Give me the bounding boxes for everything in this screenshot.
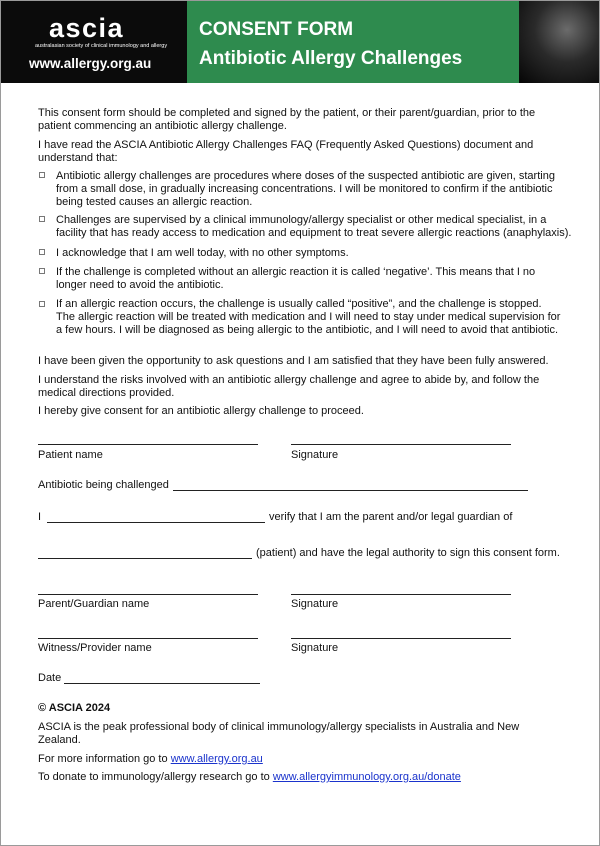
checkbox-bullet-icon [39, 268, 45, 274]
ascia-logo [1, 1, 187, 83]
checkbox-bullet-icon [39, 301, 45, 307]
witness-name-label: Witness/Provider name [38, 642, 152, 654]
checkbox-bullet-icon [39, 249, 45, 255]
witness-signature-label: Signature [291, 642, 339, 654]
logo-wordmark: ascia [49, 13, 125, 43]
antibiotic-field[interactable] [173, 490, 528, 491]
title-banner [187, 1, 519, 83]
intro-paragraph-line: patient commencing an antibiotic allergy challenge. [38, 120, 287, 132]
witness-name-field[interactable] [38, 638, 258, 639]
intro-paragraph-line: This consent form should be completed and signed by the patient, or their parent/guardian, prior to the [38, 107, 536, 119]
parent-guardian-name-field[interactable] [38, 594, 258, 595]
donate-link[interactable]: www.allergyimmunology.org.au/donate [272, 771, 461, 783]
header [1, 1, 599, 83]
statement-consent: I hereby give consent for an antibiotic allergy challenge to proceed. [38, 405, 364, 417]
list-item-line: longer need to avoid the antibiotic. [56, 279, 224, 291]
more-info-label: For more information go to [38, 753, 168, 765]
checkbox-bullet-icon [39, 172, 45, 178]
about-ascia-line: Zealand. [38, 734, 81, 746]
list-item-line: If the challenge is completed without an allergic reaction it is called ‘negative’. This means that I no [56, 266, 536, 278]
statement-risks-line: I understand the risks involved with an antibiotic allergy challenge and agree to abide by, and follow the [38, 374, 540, 386]
parent-signature-field[interactable] [291, 594, 511, 595]
checkbox-bullet-icon [39, 216, 45, 222]
header-decorative-image [519, 1, 599, 83]
intro-paragraph-line: understand that: [38, 152, 118, 164]
donate-text [38, 771, 461, 784]
patient-name-label: Patient name [38, 449, 103, 461]
copyright: © ASCIA 2024 [38, 702, 111, 714]
guardian-name-inline-field[interactable] [47, 522, 265, 523]
list-item-line: from a small dose, in gradually increasing concentrations. I will be monitored to confirm if the antibiotic [56, 183, 553, 195]
patient-signature-label: Signature [291, 449, 339, 461]
date-label: Date [38, 672, 62, 684]
witness-signature-field[interactable] [291, 638, 511, 639]
logo-url: www.allergy.org.au [29, 56, 152, 71]
more-info-text [38, 753, 263, 766]
list-item-line: Antibiotic allergy challenges are procedures where doses of the suspected antibiotic are given, starting [56, 170, 555, 182]
form-type-title: CONSENT FORM [199, 19, 354, 40]
logo-tagline: australasian society of clinical immunology and allergy [35, 43, 168, 49]
intro-paragraph-line: I have read the ASCIA Antibiotic Allergy Challenges FAQ (Frequently Asked Questions) document and [38, 139, 534, 151]
allergy-website-link[interactable]: www.allergy.org.au [170, 753, 263, 765]
patient-inline-field[interactable] [38, 558, 252, 559]
antibiotic-label: Antibiotic being challenged [38, 479, 169, 491]
parent-signature-label: Signature [291, 598, 339, 610]
about-ascia-line: ASCIA is the peak professional body of clinical immunology/allergy specialists in Australia and New [38, 721, 520, 733]
list-item-line: Challenges are supervised by a clinical immunology/allergy specialist or other medical specialist, in a [56, 214, 547, 226]
patient-name-field[interactable] [38, 444, 258, 445]
statement-risks-line: medical directions provided. [38, 387, 175, 399]
list-item-line: I acknowledge that I am well today, with no other symptoms. [56, 247, 349, 259]
list-item-line: If an allergic reaction occurs, the challenge is usually called “positive”, and the challenge is stopped. [56, 298, 542, 310]
patient-signature-field[interactable] [291, 444, 511, 445]
guardian-i-label: I [38, 511, 42, 523]
authority-statement: (patient) and have the legal authority to sign this consent form. [256, 547, 560, 559]
date-field[interactable] [64, 683, 260, 684]
form-subject-title: Antibiotic Allergy Challenges [199, 48, 463, 69]
statement-questions: I have been given the opportunity to ask questions and I am satisfied that they have been fully answered. [38, 355, 549, 367]
parent-guardian-name-label: Parent/Guardian name [38, 598, 150, 610]
list-item-line: being tested causes an allergic reaction. [56, 196, 253, 208]
list-item-line: facility that has ready access to medication and equipment to treat severe allergic reactions (anaphylaxis). [56, 227, 572, 239]
verify-statement: verify that I am the parent and/or legal guardian of [269, 511, 513, 523]
list-item-line: The allergic reaction will be treated with medication and I will need to stay under medical supervision for [56, 311, 561, 323]
list-item-line: a few hours. I will be diagnosed as being allergic to the antibiotic, and I will need to avoid that antibiotic. [56, 324, 559, 336]
donate-label: To donate to immunology/allergy research go to [38, 771, 270, 783]
